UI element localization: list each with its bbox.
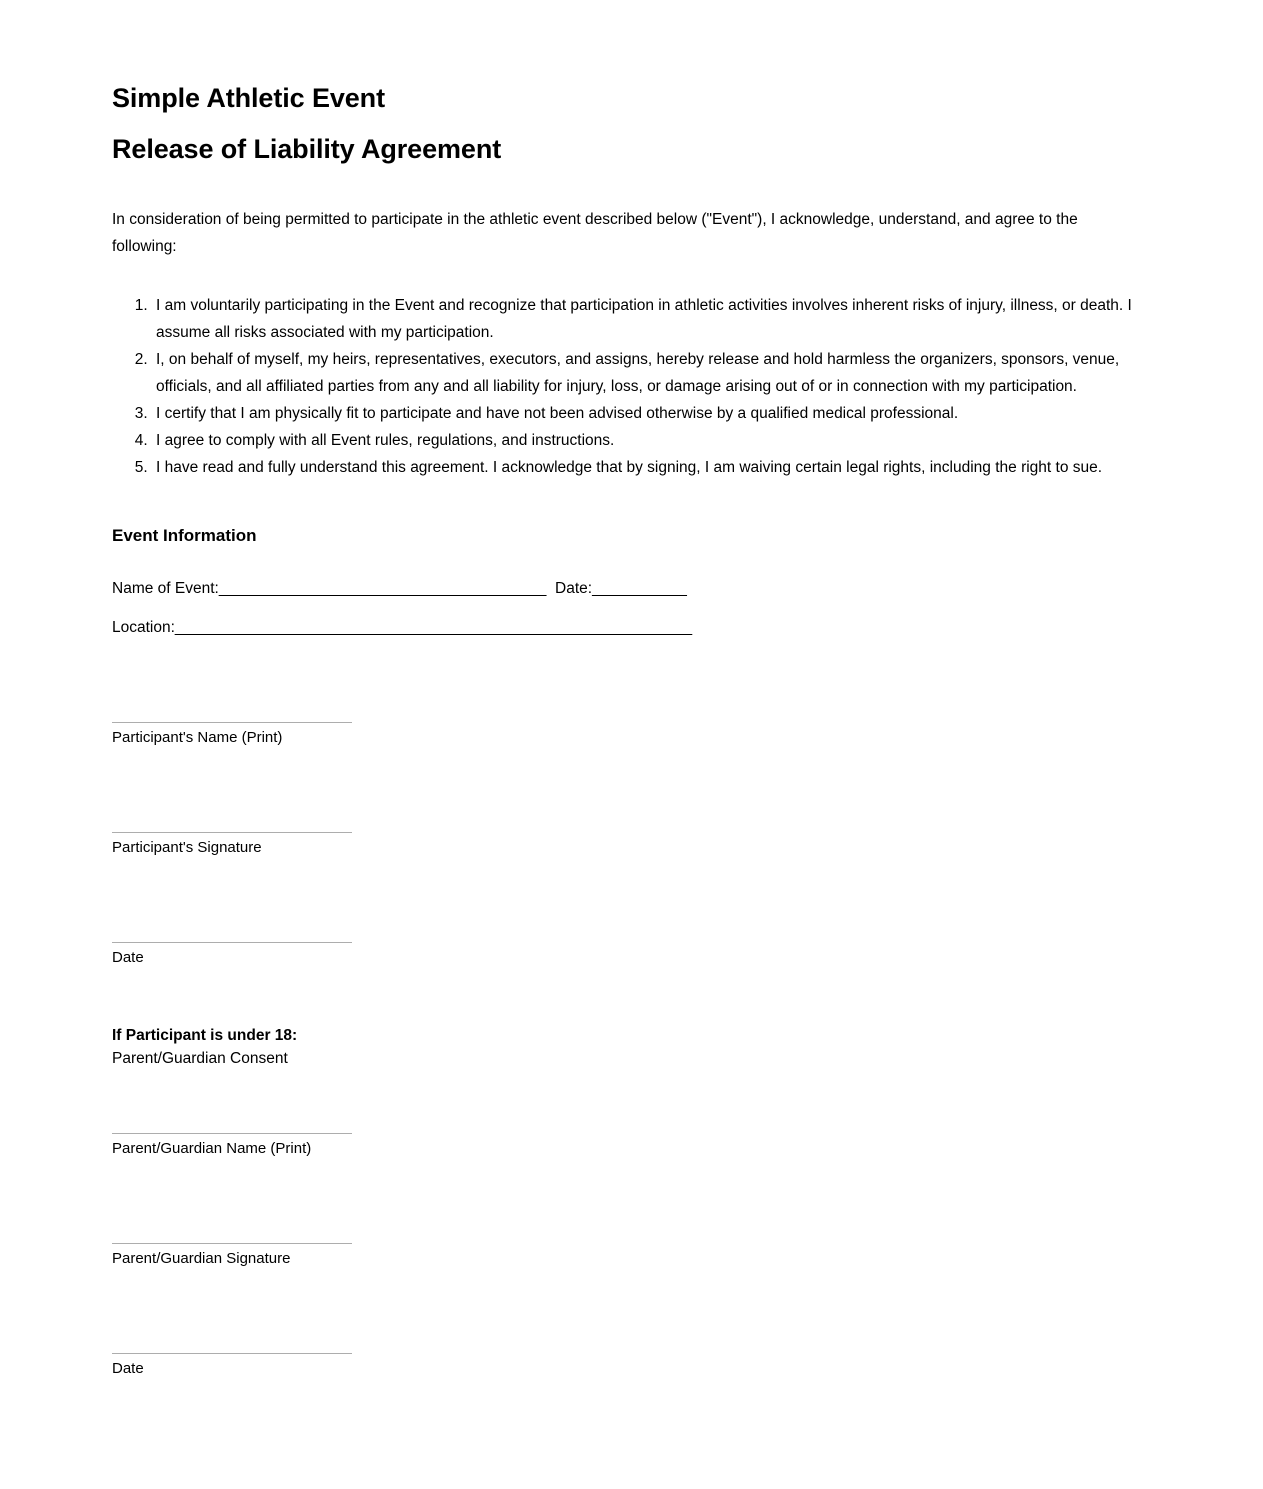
guardian-date-label: Date [112,1359,144,1377]
location-blank[interactable]: ____________________________________________________________ [174,619,693,637]
signature-rule[interactable] [112,1243,352,1244]
spacer [112,163,1163,207]
signature-rule[interactable] [112,1133,352,1134]
event-information-heading: Event Information [112,525,257,545]
name-of-event-row [112,576,1163,603]
document-title-line-2: Release of Liability Agreement [112,134,502,164]
introduction-paragraph: In consideration of being permitted to participate in the athletic event described below ("Event"), I acknowledge, understand, and agree to the following: [112,211,1078,255]
signature-rule[interactable] [112,722,352,723]
guardian-name-block [112,1133,352,1159]
spacer [112,1379,1163,1489]
participant-date-block [112,942,352,968]
location-label: Location: [112,619,175,637]
participant-signature-label: Participant's Signature [112,839,262,857]
participant-signature-block [112,832,352,858]
location-row [112,615,1163,642]
event-date-label: Date: [555,580,593,598]
minor-consent-section [112,1024,1163,1379]
document-title-line-1: Simple Athletic Event [112,83,385,113]
name-of-event-label: Name of Event: [112,580,219,598]
spacer [112,482,1163,526]
guardian-date-block [112,1353,352,1379]
spacer [112,546,1163,576]
list-item: 3. I certify that I am physically fit to participate and have not been advised otherwise by a qualified medical professional. [152,401,1163,428]
guardian-signature-block [112,1243,352,1269]
list-item: 4. I agree to comply with all Event rules, regulations, and instructions. [152,428,1163,455]
signature-rule[interactable] [112,1353,352,1354]
participant-date-label: Date [112,949,144,967]
event-date-blank[interactable]: ___________ [592,580,687,598]
signature-rule[interactable] [112,832,352,833]
guardian-signature-label: Parent/Guardian Signature [112,1249,291,1267]
minor-section-heading: If Participant is under 18: [112,1027,298,1045]
list-item: 2. I, on behalf of myself, my heirs, representatives, executors, and assigns, hereby release and hold harmless the organizers, sponsors, venue, officials, and all affiliated parties from any and all liability for injury, loss, or damage arising out of or in connection with my participation. [152,347,1163,401]
spacer [112,261,1163,293]
participant-name-block [112,722,352,748]
name-of-event-blank[interactable]: ______________________________________ [218,580,547,598]
list-item: 1. I am voluntarily participating in the Event and recognize that participation in athletic activities involves inherent risks of injury, illness, or death. I assume all risks associated with my participation. [152,293,1163,347]
guardian-name-label: Parent/Guardian Name (Print) [112,1139,312,1157]
participant-name-label: Participant's Name (Print) [112,729,283,747]
list-item: 5. I have read and fully understand this agreement. I acknowledge that by signing, I am waiving certain legal rights, including the right to sue. [152,455,1163,482]
minor-section-subheading: Parent/Guardian Consent [112,1050,288,1068]
signature-rule[interactable] [112,942,352,943]
terms-list [112,293,1163,482]
